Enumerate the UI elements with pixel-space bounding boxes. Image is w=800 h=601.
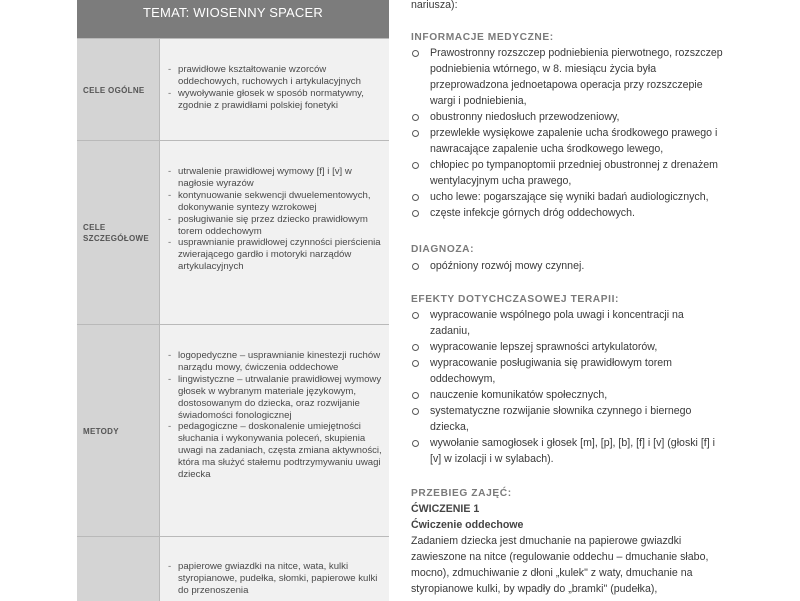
- list-item: - usprawnianie prawidłowej czynności pierścienia zwierającego gardło i motoryki narządów artykulacyjnych: [168, 237, 383, 273]
- table-row: [77, 536, 389, 601]
- therapy-effects-heading: EFEKTY DOTYCHCZASOWEJ TERAPII:: [411, 294, 619, 305]
- diagnosis-list: [411, 258, 725, 274]
- table-row: [77, 38, 389, 141]
- exercise-title: ĆWICZENIE 1: [411, 503, 480, 515]
- exercise-subtitle: Ćwiczenie oddechowe: [411, 519, 524, 531]
- list-item: systematyczne rozwijanie słownika czynnego i biernego dziecka,: [411, 403, 725, 435]
- row-label-cele-ogolne: CELE OGÓLNE: [77, 39, 159, 141]
- list-item: - papierowe gwiazdki na nitce, wata, kulki styropianowe, pudełka, słomki, papierowe kulki do przenoszenia: [168, 561, 383, 597]
- row-content: [159, 141, 389, 325]
- row-label-metody: METODY: [77, 325, 159, 537]
- course-heading: PRZEBIEG ZAJĘĆ:: [411, 488, 512, 499]
- list-item: - posługiwanie się przez dziecko prawidłowym torem oddechowym: [168, 214, 383, 238]
- row-label-materials: [77, 537, 159, 601]
- list-item: wypracowanie wspólnego pola uwagi i koncentracji na zadaniu,: [411, 307, 725, 339]
- list-item: - utrwalenie prawidłowej wymowy [f] i [v] w nagłosie wyrazów: [168, 166, 383, 190]
- top-fragment: nariusza):: [411, 0, 458, 11]
- row-label-cele-szczegolowe: CELE SZCZEGÓŁOWE: [77, 141, 159, 325]
- medical-info-heading: INFORMACJE MEDYCZNE:: [411, 32, 554, 43]
- list-item: chłopiec po tympanoptomii przedniej obustronnej z drenażem wentylacyjnym ucha prawego,: [411, 157, 725, 189]
- list-item: Prawostronny rozszczep podniebienia pierwotnego, rozszczep podniebienia wtórnego, w 8. miesiącu życia była przeprowadzona jednoetapowa operacja przy rozszczepie wargi i podniebienia,: [411, 45, 725, 109]
- table-header: TEMAT: WIOSENNY SPACER: [77, 0, 389, 38]
- table-row: [77, 324, 389, 537]
- exercise-text: Zadaniem dziecka jest dmuchanie na papierowe gwiazdki zawieszone na nitce (regulowanie oddechu – dmuchanie słabo, mocno), zdmuchiwanie z dłoni „kulek" z waty, dmuchanie na styropianowe kulki, by wpadły do „bramki" (pudełka),: [411, 535, 709, 595]
- list-item: - pedagogiczne – doskonalenie umiejętności słuchania i wykonywania poleceń, skupienia uwagi na zadaniach, częsta zmiana aktywności, która ma służyć stałemu podtrzymywaniu uwagi dziecka: [168, 421, 383, 481]
- diagnosis-heading: DIAGNOZA:: [411, 244, 475, 255]
- list-item: obustronny niedosłuch przewodzeniowy,: [411, 109, 725, 125]
- list-item: nauczenie komunikatów społecznych,: [411, 387, 725, 403]
- list-item: wypracowanie lepszej sprawności artykulatorów,: [411, 339, 725, 355]
- list-item: wywołanie samogłosek i głosek [m], [p], [b], [f] i [v] (głoski [f] i [v] w izolacji i w sylabach).: [411, 435, 725, 467]
- list-item: - wywoływanie głosek w sposób normatywny, zgodnie z prawidłami polskiej fonetyki: [168, 88, 383, 112]
- row-content: [159, 39, 389, 141]
- list-item: opóźniony rozwój mowy czynnej.: [411, 258, 725, 274]
- list-item: - prawidłowe kształtowanie wzorców oddechowych, ruchowych i artykulacyjnych: [168, 64, 383, 88]
- row-content: [159, 325, 389, 537]
- medical-info-list: [411, 45, 725, 221]
- table-row: [77, 140, 389, 325]
- list-item: - lingwistyczne – utrwalanie prawidłowej wymowy głosek w wybranym materiale językowym, dostosowanym do dziecka, oraz rozwijanie świadomości fonologicznej: [168, 374, 383, 422]
- list-item: wypracowanie posługiwania się prawidłowym torem oddechowym,: [411, 355, 725, 387]
- lesson-plan-table: [77, 0, 389, 600]
- therapy-effects-list: [411, 307, 725, 467]
- list-item: przewlekłe wysiękowe zapalenie ucha środkowego prawego i nawracające zapalenie ucha środkowego lewego,: [411, 125, 725, 157]
- list-item: częste infekcje górnych dróg oddechowych.: [411, 205, 725, 221]
- list-item: - kontynuowanie sekwencji dwuelementowych, dokonywanie syntezy wzrokowej: [168, 190, 383, 214]
- list-item: - logopedyczne – usprawnianie kinestezji ruchów narządu mowy, ćwiczenia oddechowe: [168, 350, 383, 374]
- list-item: ucho lewe: pogarszające się wyniki badań audiologicznych,: [411, 189, 725, 205]
- row-content: [159, 537, 389, 601]
